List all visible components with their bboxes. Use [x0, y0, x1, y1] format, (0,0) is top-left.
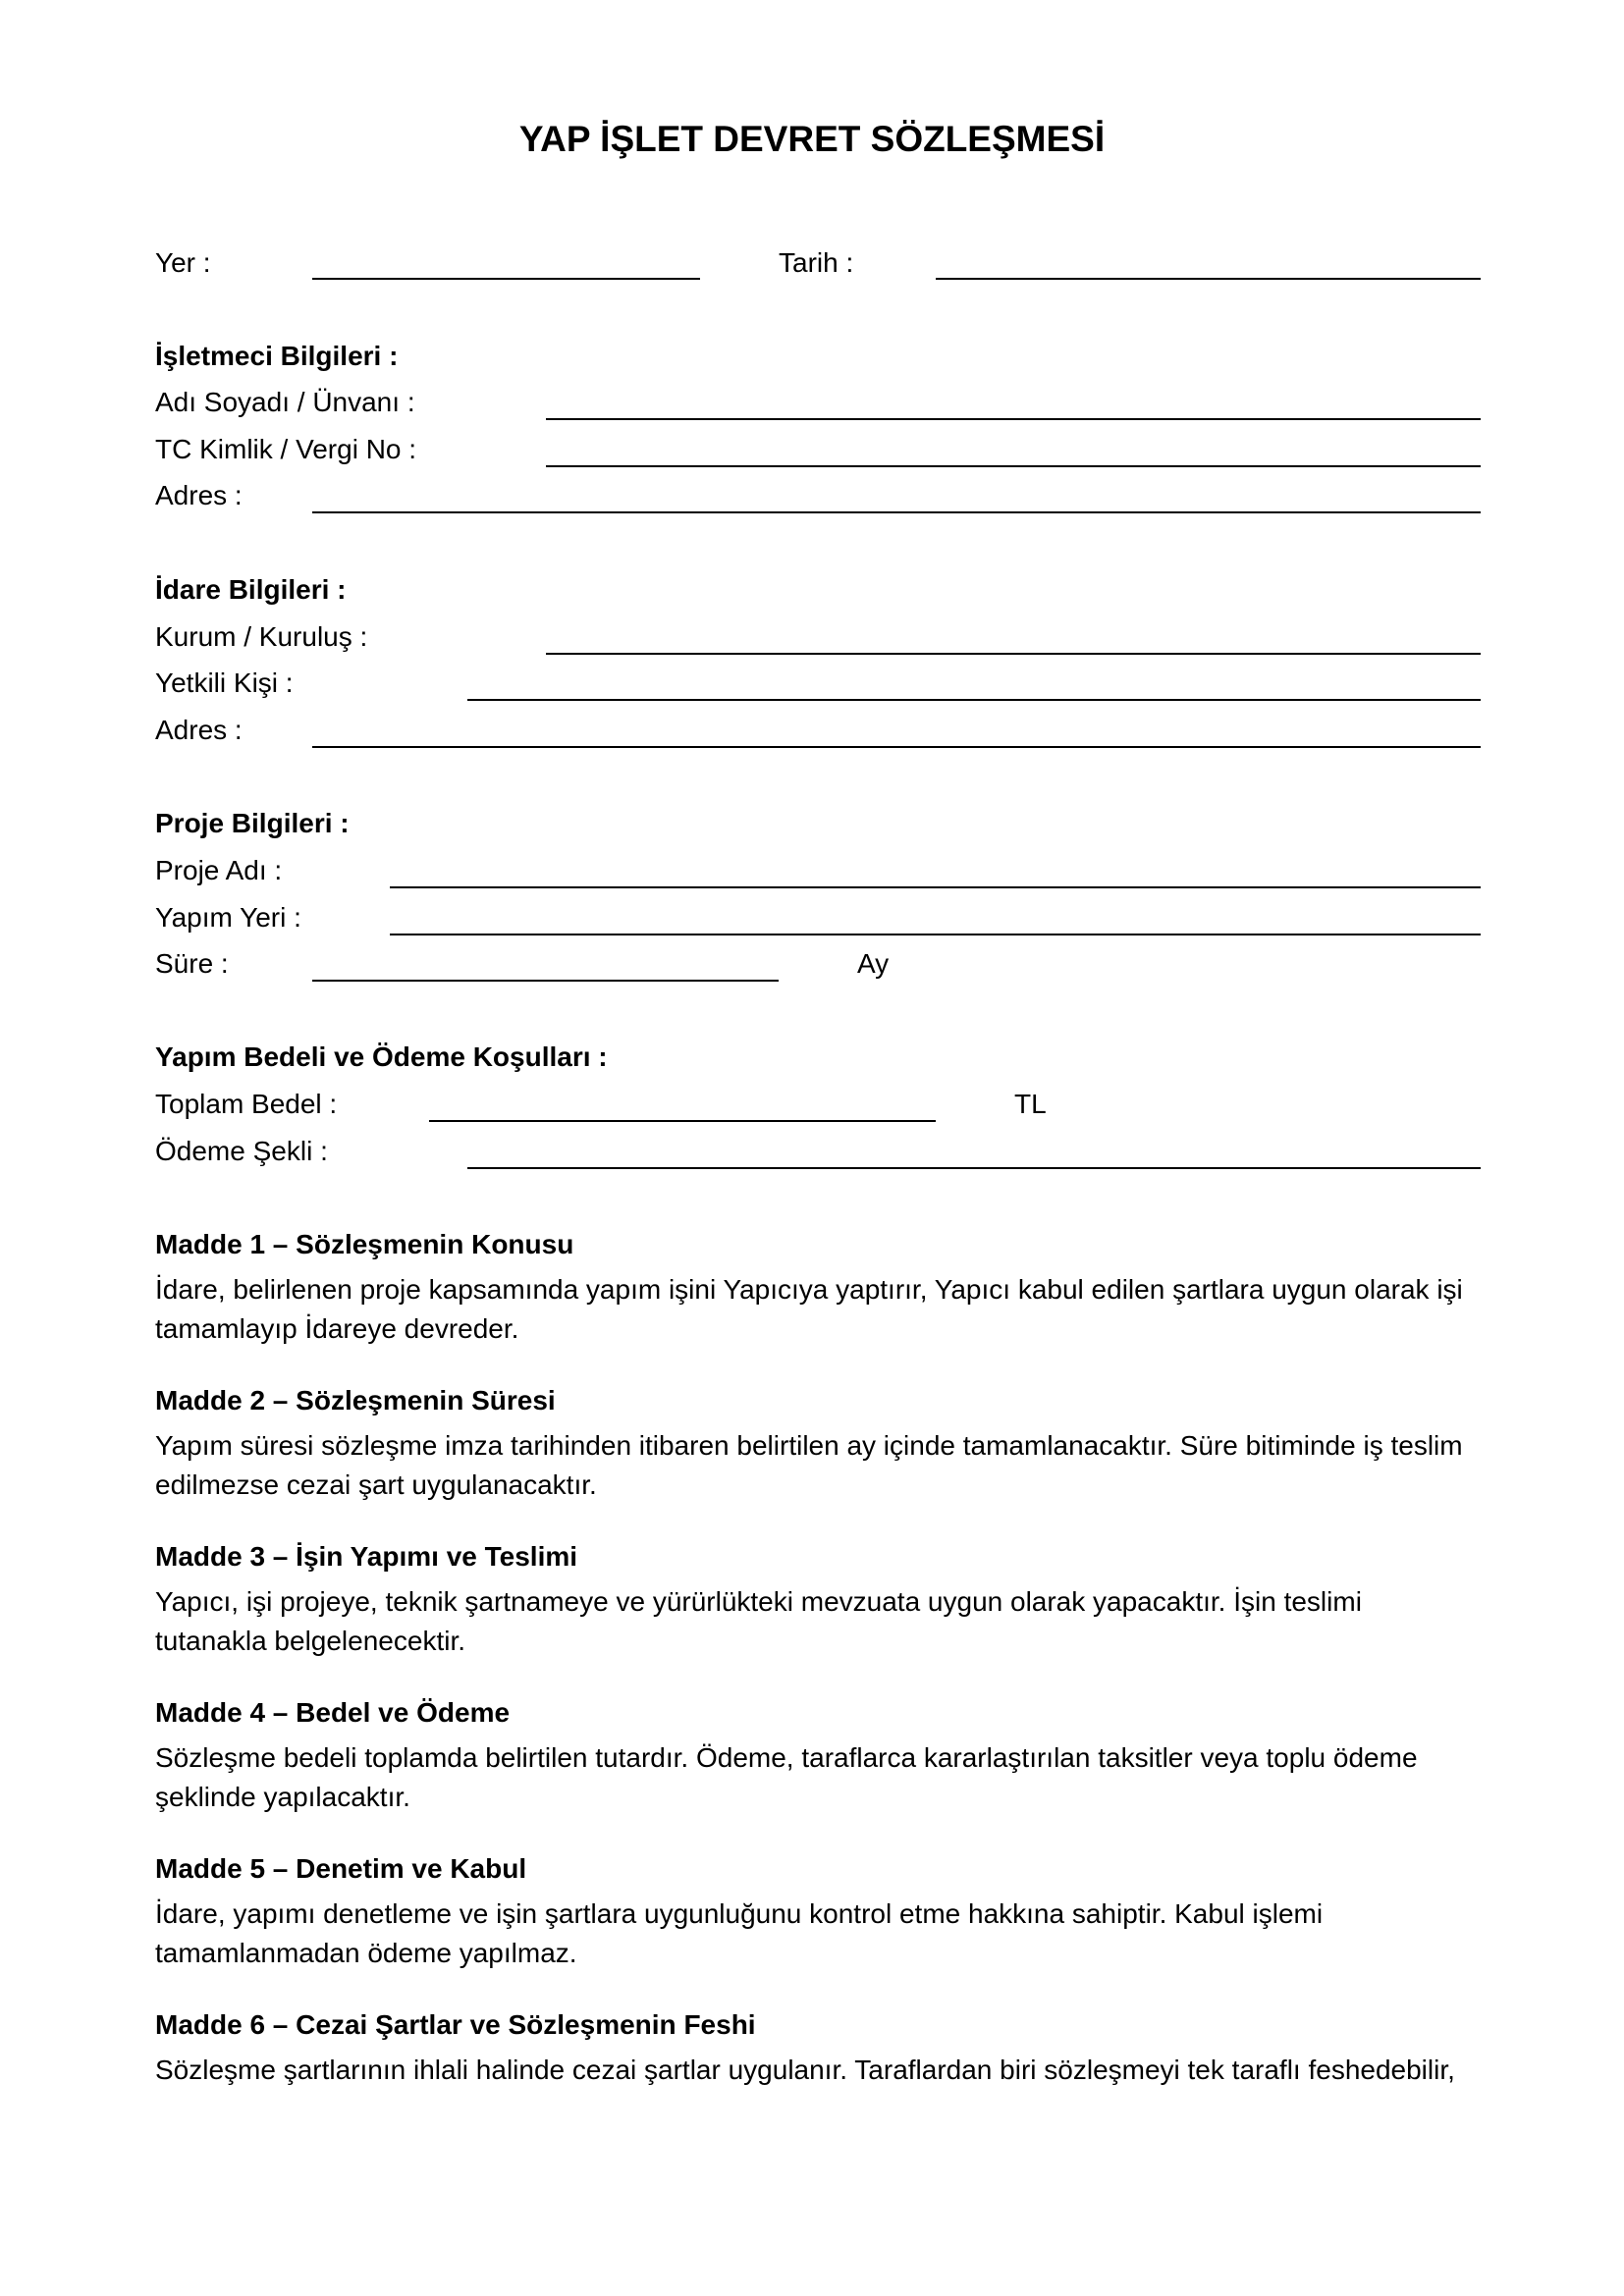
article-title: Madde 4 – Bedel ve Ödeme [155, 1697, 511, 1728]
project-heading: Proje Bilgileri : [155, 808, 350, 838]
currency-label: TL [1014, 1089, 1047, 1119]
article-title: Madde 6 – Cezai Şartlar ve Sözleşmenin Feshi [155, 2009, 756, 2040]
operator-name-label: Adı Soyadı / Ünvanı : [155, 387, 415, 417]
article-text: Yapım süresi sözleşme imza tarihinden itibaren belirtilen ay içinde tamamlanacaktır. Süre bitiminde iş teslim edilmezse cezai şart uygulanacaktır. [155, 1430, 1463, 1500]
duration-unit: Ay [857, 948, 890, 979]
operator-address-label: Adres : [155, 480, 243, 510]
duration-field[interactable] [312, 980, 779, 982]
administration-address-field[interactable] [312, 746, 1481, 748]
project-name-field[interactable] [390, 886, 1481, 888]
duration-label: Süre : [155, 948, 229, 979]
operator-name-field[interactable] [546, 418, 1481, 420]
project-location-field[interactable] [390, 934, 1481, 935]
document-title: YAP İŞLET DEVRET SÖZLEŞMESİ [518, 119, 1106, 159]
total-price-label: Toplam Bedel : [155, 1089, 338, 1119]
article-text: İdare, belirlenen proje kapsamında yapım işini Yapıcıya yaptırır, Yapıcı kabul edilen şartlara uygun olarak işi tamamlayıp İdareye devreder. [155, 1274, 1463, 1344]
operator-id-label: TC Kimlik / Vergi No : [155, 434, 417, 464]
project-name-label: Proje Adı : [155, 855, 283, 885]
place-label: Yer : [155, 247, 211, 278]
article-text: Sözleşme bedeli toplamda belirtilen tutardır. Ödeme, taraflarca kararlaştırılan taksitler veya toplu ödeme şeklinde yapılacaktır. [155, 1742, 1418, 1812]
article-title: Madde 2 – Sözleşmenin Süresi [155, 1385, 556, 1415]
article-title: Madde 1 – Sözleşmenin Konusu [155, 1229, 574, 1259]
article-text: İdare, yapımı denetleme ve işin şartlara uygunluğunu kontrol etme hakkına sahiptir. Kabul işlemi tamamlanmadan ödeme yapılmaz. [155, 1898, 1324, 1968]
operator-heading: İşletmeci Bilgileri : [155, 341, 399, 371]
article-text: Yapıcı, işi projeye, teknik şartnameye ve yürürlükteki mevzuata uygun olarak yapacaktır. İşin teslimi tutanakla belgelenecektir. [155, 1586, 1362, 1656]
article-text: Sözleşme şartlarının ihlali halinde cezai şartlar uygulanır. Taraflardan biri sözleşmeyi tek taraflı feshedebilir, [155, 2055, 1455, 2085]
authorized-person-label: Yetkili Kişi : [155, 667, 294, 698]
administration-heading: İdare Bilgileri : [155, 574, 347, 605]
administration-address-label: Adres : [155, 715, 243, 745]
authorized-person-field[interactable] [467, 699, 1481, 701]
payment-method-label: Ödeme Şekli : [155, 1136, 328, 1166]
operator-address-field[interactable] [312, 511, 1481, 513]
operator-id-field[interactable] [546, 465, 1481, 467]
total-price-field[interactable] [429, 1120, 936, 1122]
date-field[interactable] [936, 278, 1481, 280]
place-field[interactable] [312, 278, 700, 280]
date-label: Tarih : [779, 247, 854, 278]
article-title: Madde 3 – İşin Yapımı ve Teslimi [155, 1541, 578, 1572]
article-title: Madde 5 – Denetim ve Kabul [155, 1853, 527, 1884]
institution-field[interactable] [546, 653, 1481, 655]
project-location-label: Yapım Yeri : [155, 902, 301, 933]
payment-method-field[interactable] [467, 1167, 1481, 1169]
institution-label: Kurum / Kuruluş : [155, 621, 368, 652]
payment-heading: Yapım Bedeli ve Ödeme Koşulları : [155, 1041, 608, 1072]
